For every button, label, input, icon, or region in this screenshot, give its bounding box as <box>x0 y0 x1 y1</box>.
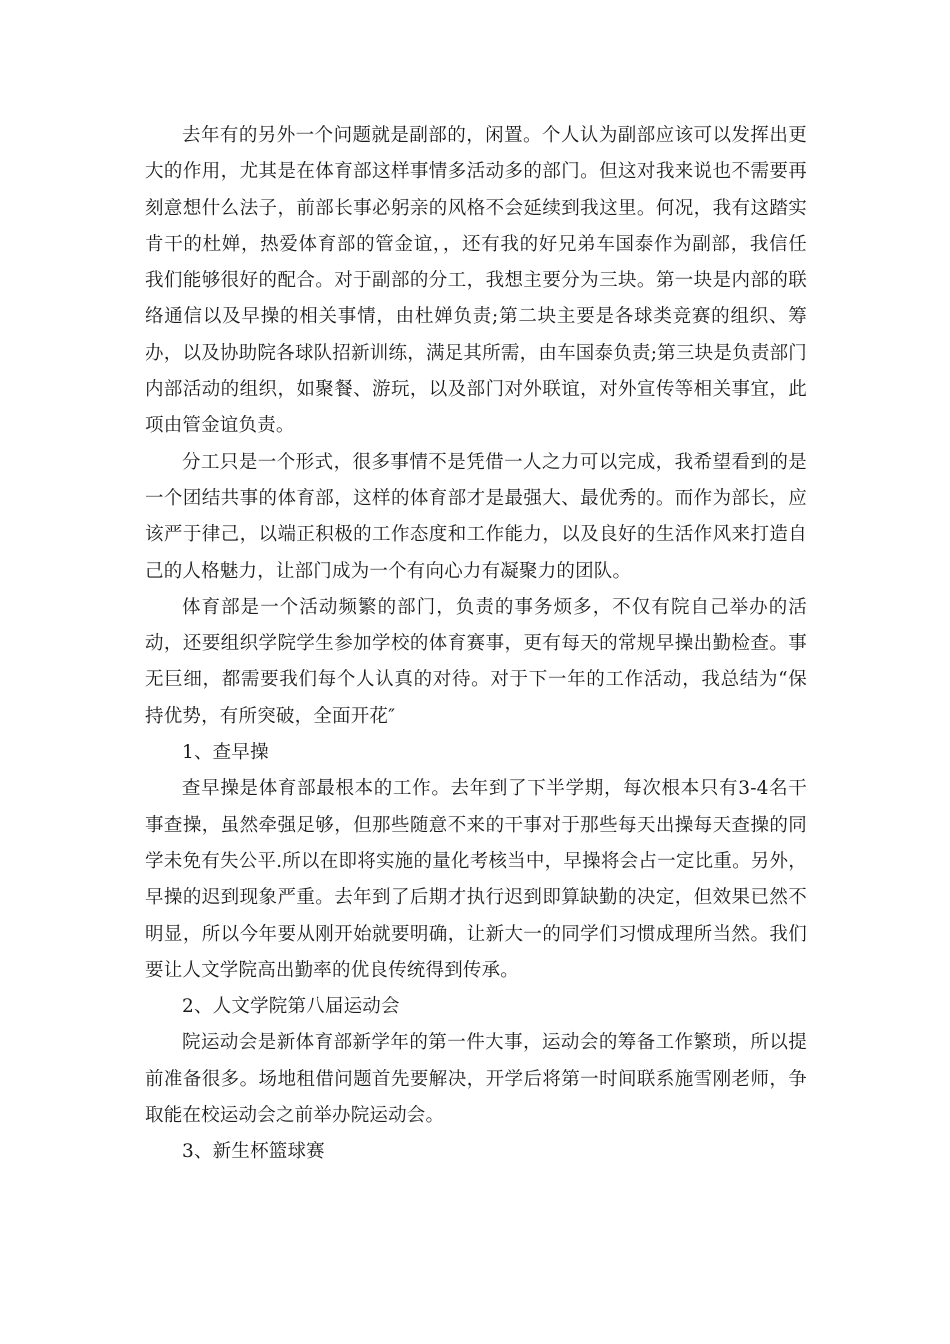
heading-morning-exercise: 1、查早操 <box>182 742 269 764</box>
document-body <box>145 118 807 1171</box>
paragraph-vice-minister-roles: 去年有的另外一个问题就是副部的，闲置。个人认为副部应该可以发挥出更大的作用，尤其是在体育部这样事情多活动多的部门。但这对我来说也不需要再刻意想什么法子，前部长事必躬亲的风格不会延续到我这里。何况，我有这踏实肯干的杜婵，热爱体育部的管金谊，，还有我的好兄弟车国泰作为副部，我信任我们能够很好的配合。对于副部的分工，我想主要分为三块。第一块是内部的联络通信以及早操的相关事情，由杜婵负责;第二块主要是各球类竞赛的组织、筹办，以及协助院各球队招新训练，满足其所需，由车国泰负责;第三块是负责部门内部活动的组织，如聚餐、游玩，以及部门对外联谊，对外宣传等相关事宜，此项由管金谊负责。 <box>145 125 807 437</box>
heading-basketball-cup: 3、新生杯篮球赛 <box>182 1141 325 1163</box>
paragraph-sports-meet: 院运动会是新体育部新学年的第一件大事，运动会的筹备工作繁琐，所以提前准备很多。场地租借问题首先要解决，开学后将第一时间联系施雪刚老师，争取能在校运动会之前举办院运动会。 <box>145 1032 807 1127</box>
heading-sports-meet: 2、人文学院第八届运动会 <box>182 996 400 1018</box>
paragraph-division-of-labor: 分工只是一个形式，很多事情不是凭借一人之力可以完成，我希望看到的是一个团结共事的体育部，这样的体育部才是最强大、最优秀的。而作为部长，应该严于律己，以端正积极的工作态度和工作能力，以及良好的生活作风来打造自己的人格魅力，让部门成为一个有向心力有凝聚力的团队。 <box>145 451 807 582</box>
paragraph-activity-summary: 体育部是一个活动频繁的部门，负责的事务烦多，不仅有院自己举办的活动，还要组织学院学生参加学校的体育赛事，更有每天的常规早操出勤检查。事无巨细，都需要我们每个人认真的对待。对于下一年的工作活动，我总结为“保持优势，有所突破，全面开花″ <box>145 596 807 727</box>
paragraph-morning-exercise: 查早操是体育部最根本的工作。去年到了下半学期，每次根本只有3-4名干事查操，虽然牵强足够，但那些随意不来的干事对于那些每天出操每天查操的同学未免有失公平.所以在即将实施的量化考核当中，早操将会占一定比重。另外，早操的迟到现象严重。去年到了后期才执行迟到即算缺勤的决定，但效果已然不明显，所以今年要从刚开始就要明确，让新大一的同学们习惯成理所当然。我们要让人文学院高出勤率的优良传统得到传承。 <box>145 778 807 981</box>
